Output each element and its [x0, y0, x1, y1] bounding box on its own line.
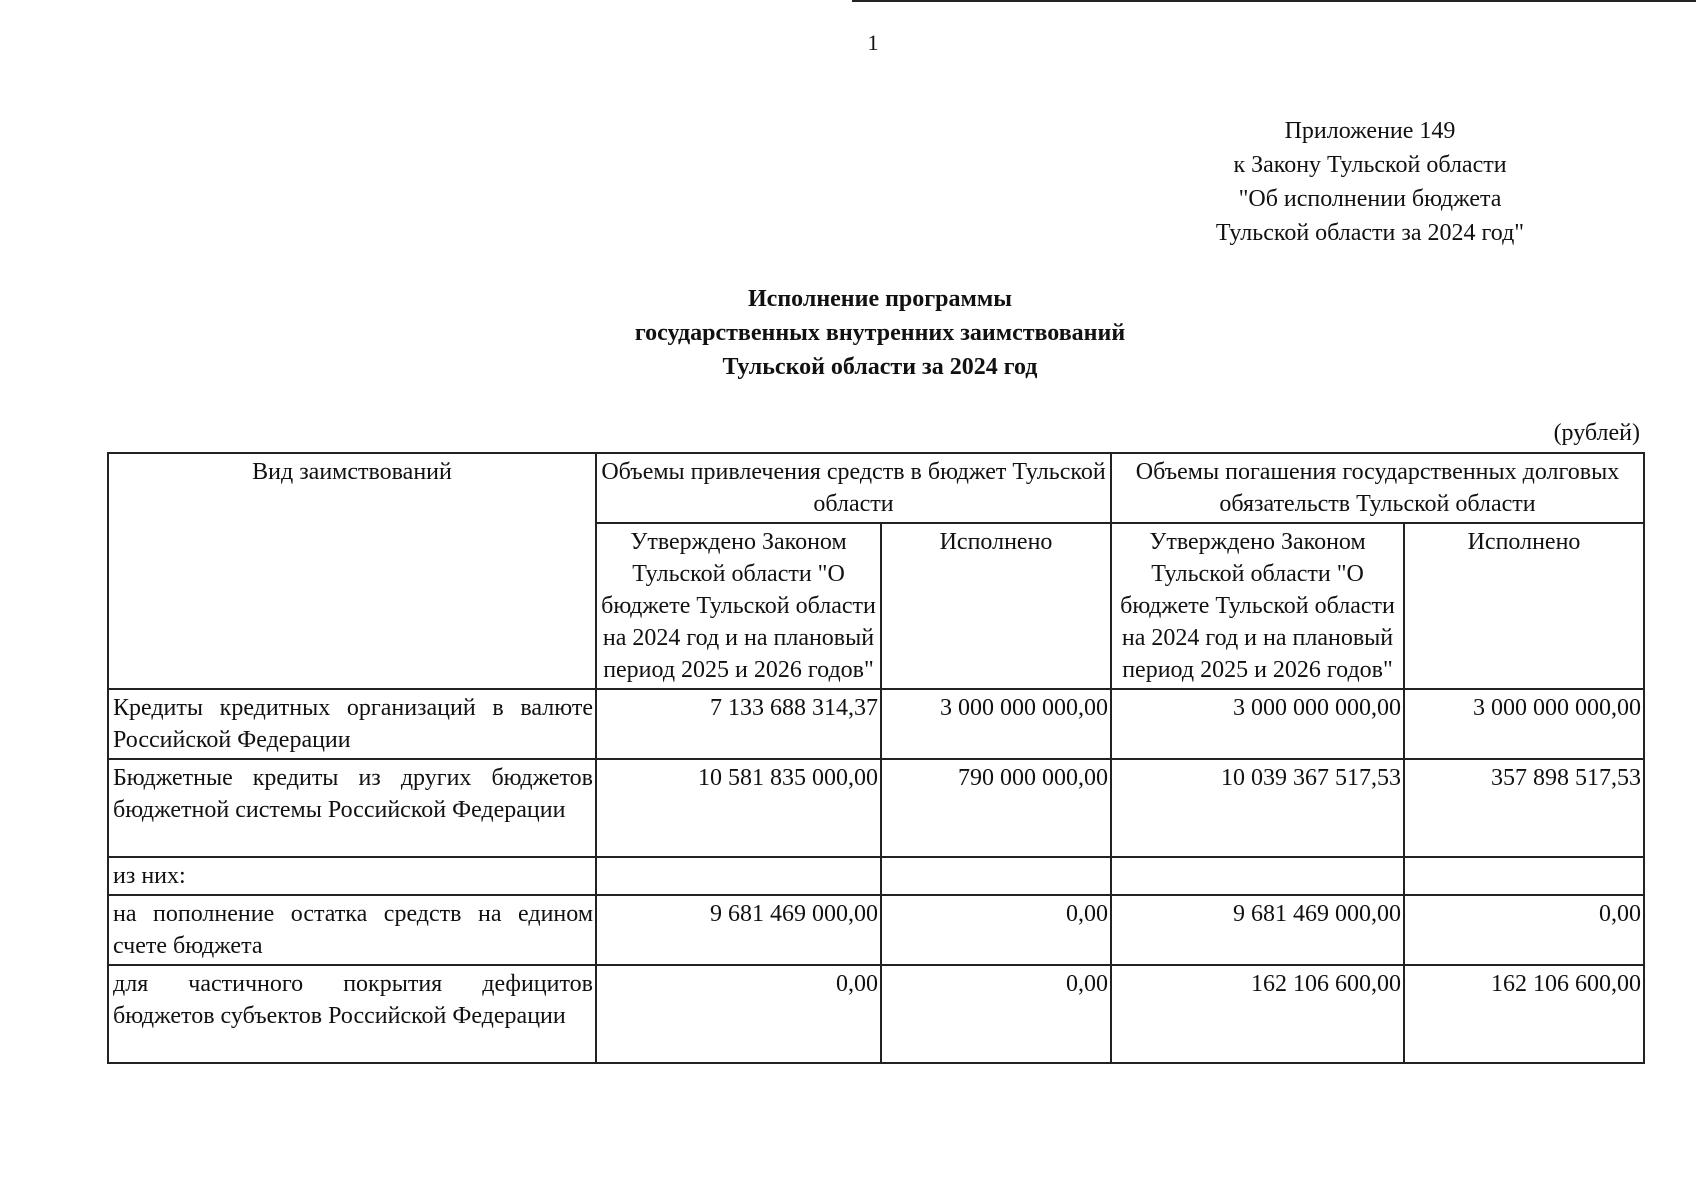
- table-row: [108, 857, 1644, 895]
- page-number: 1: [867, 30, 879, 55]
- header-repay-executed: Исполнено: [1404, 523, 1644, 689]
- header-repay-group: Объемы погашения государственных долговых обязательств Тульской области: [1111, 453, 1644, 523]
- table-row: [108, 689, 1644, 759]
- header-attract-executed: Исполнено: [881, 523, 1111, 689]
- units-label: (рублей): [1553, 420, 1640, 446]
- cell-repay-approved: 9 681 469 000,00: [1111, 895, 1404, 965]
- cell-attract-approved: 0,00: [596, 965, 881, 1063]
- header-type: Вид заимствований: [108, 453, 596, 689]
- appendix-line: Тульской области за 2024 год": [1215, 220, 1525, 246]
- table-row: [108, 759, 1644, 857]
- appendix-line: Приложение 149: [1284, 118, 1456, 144]
- title-line: государственных внутренних заимствований: [634, 320, 1126, 346]
- cell-repay-approved: 10 039 367 517,53: [1111, 759, 1404, 857]
- table-row: [108, 965, 1644, 1063]
- row-label: Бюджетные кредиты из других бюджетов бюджетной системы Российской Федерации: [108, 759, 596, 857]
- header-repay-approved: Утверждено Законом Тульской области "О бюджете Тульской области на 2024 год и на плановый период 2025 и 2026 годов": [1111, 523, 1404, 689]
- table-row: [108, 895, 1644, 965]
- cell-repay-executed: [1404, 857, 1644, 895]
- cell-repay-approved: [1111, 857, 1404, 895]
- top-rule: [852, 0, 1696, 2]
- cell-attract-approved: 9 681 469 000,00: [596, 895, 881, 965]
- row-label: для частичного покрытия дефицитов бюджетов субъектов Российской Федерации: [108, 965, 596, 1063]
- cell-attract-approved: [596, 857, 881, 895]
- table-header-row: [108, 453, 1644, 523]
- borrowings-table: [107, 452, 1645, 1064]
- cell-attract-approved: 10 581 835 000,00: [596, 759, 881, 857]
- appendix-line: к Закону Тульской области: [1233, 152, 1507, 178]
- cell-attract-executed: 790 000 000,00: [881, 759, 1111, 857]
- document-title: [0, 282, 1696, 384]
- row-label: из них:: [108, 857, 596, 895]
- appendix-line: "Об исполнении бюджета: [1238, 186, 1502, 212]
- cell-repay-approved: 162 106 600,00: [1111, 965, 1404, 1063]
- header-attract-group: Объемы привлечения средств в бюджет Тульской области: [596, 453, 1111, 523]
- cell-repay-executed: 162 106 600,00: [1404, 965, 1644, 1063]
- cell-attract-executed: 0,00: [881, 895, 1111, 965]
- row-label: на пополнение остатка средств на едином счете бюджета: [108, 895, 596, 965]
- title-line: Тульской области за 2024 год: [722, 354, 1038, 380]
- cell-repay-approved: 3 000 000 000,00: [1111, 689, 1404, 759]
- row-label: Кредиты кредитных организаций в валюте Российской Федерации: [108, 689, 596, 759]
- cell-repay-executed: 0,00: [1404, 895, 1644, 965]
- cell-repay-executed: 357 898 517,53: [1404, 759, 1644, 857]
- cell-attract-executed: [881, 857, 1111, 895]
- cell-attract-approved: 7 133 688 314,37: [596, 689, 881, 759]
- cell-attract-executed: 0,00: [881, 965, 1111, 1063]
- header-attract-approved: Утверждено Законом Тульской области "О бюджете Тульской области на 2024 год и на плановый период 2025 и 2026 годов": [596, 523, 881, 689]
- title-line: Исполнение программы: [748, 286, 1012, 312]
- appendix-block: [1190, 114, 1550, 250]
- cell-repay-executed: 3 000 000 000,00: [1404, 689, 1644, 759]
- cell-attract-executed: 3 000 000 000,00: [881, 689, 1111, 759]
